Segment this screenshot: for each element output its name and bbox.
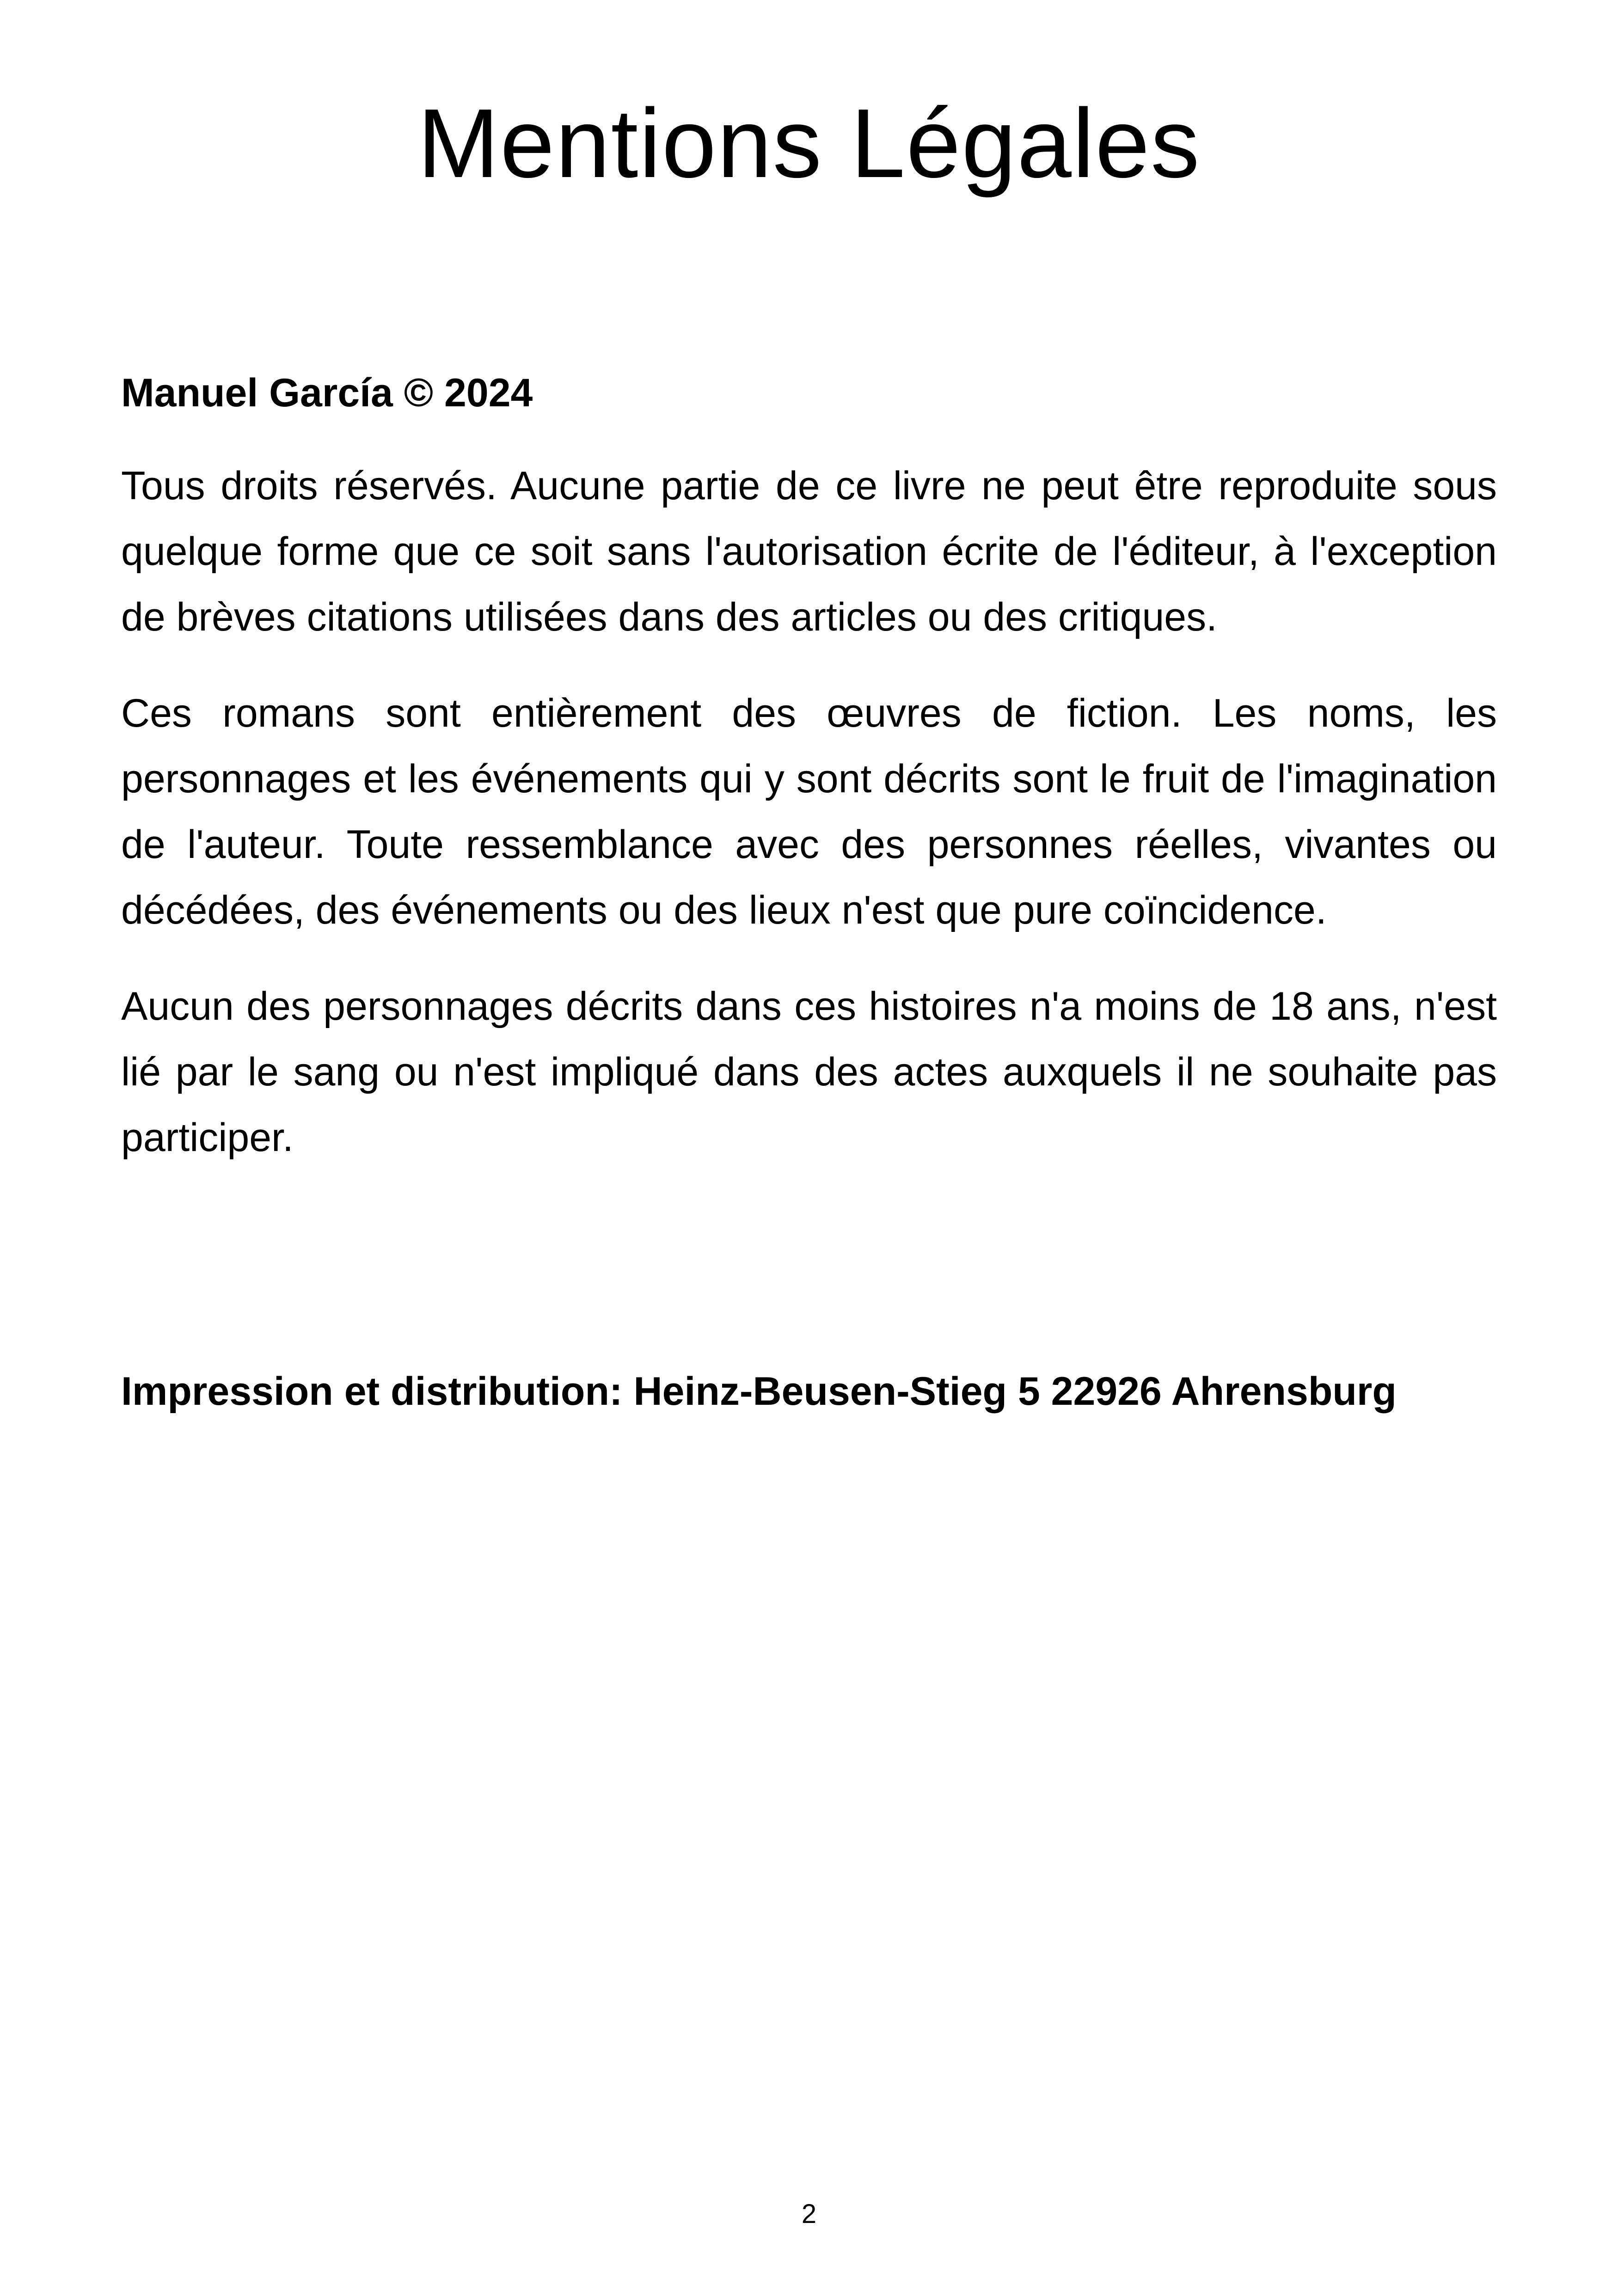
page-title: Mentions Légales (417, 88, 1201, 198)
fiction-disclaimer-paragraph: Ces romans sont entièrement des œuvres de fiction. Les noms, les personnages et les événements qui y sont décrits sont le fruit de l'imagination de l'auteur. Toute ressemblance avec des personnes réelles, vivantes ou décédées, des événements ou des lieux n'est que pure coïncidence. (121, 691, 1497, 932)
page-number: 2 (801, 2199, 817, 2229)
legal-content (121, 361, 1497, 1201)
printing-distribution-address: Impression et distribution: Heinz-Beusen-Stieg 5 22926 Ahrensburg (121, 1369, 1397, 1414)
copyright-notice: Manuel García © 2024 (121, 371, 533, 415)
age-disclaimer-paragraph: Aucun des personnages décrits dans ces histoires n'a moins de 18 ans, n'est lié par le sang ou n'est impliqué dans des actes auxquels il ne souhaite pas participer. (121, 984, 1497, 1160)
rights-paragraph: Tous droits réservés. Aucune partie de ce livre ne peut être reproduite sous quelque forme que ce soit sans l'autorisation écrite de l'éditeur, à l'exception de brèves citations utilisées dans des articles ou des critiques. (121, 464, 1497, 639)
